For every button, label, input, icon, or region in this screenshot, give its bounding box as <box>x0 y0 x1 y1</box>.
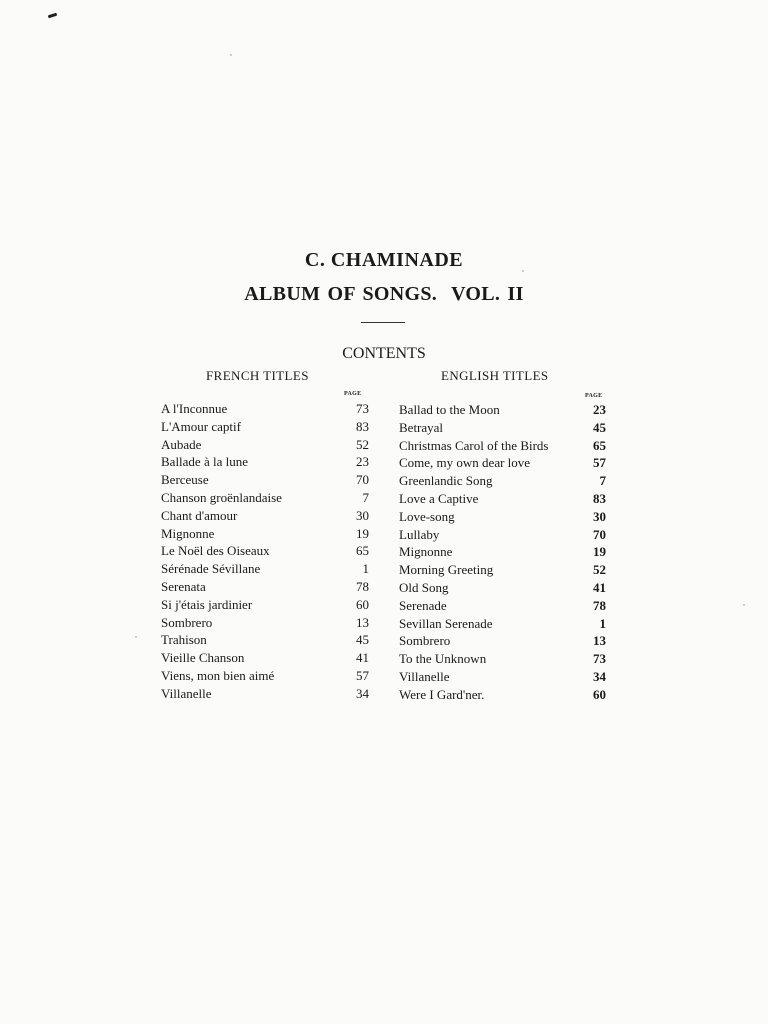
entry-title: Greenlandic Song <box>399 473 493 489</box>
entry-title: Trahison <box>161 632 207 648</box>
entry-page-number: 83 <box>356 418 369 434</box>
entry-title: Chant d'amour <box>161 507 238 523</box>
entry-page-number: 7 <box>599 473 606 489</box>
entry-title: Come, my own dear love <box>399 455 531 471</box>
contents-entry <box>161 631 369 649</box>
entry-page-number: 78 <box>593 597 606 613</box>
contents-entry <box>161 507 369 525</box>
contents-entry <box>399 615 606 633</box>
entry-title: Love a Captive <box>399 490 479 506</box>
entry-page-number: 57 <box>356 667 369 683</box>
contents-entry <box>399 543 606 561</box>
entry-page-number: 23 <box>593 402 606 417</box>
entry-page-number: 70 <box>593 526 606 542</box>
entry-page-number: 83 <box>593 490 606 506</box>
contents-entry <box>161 525 369 543</box>
entry-title: Love-song <box>399 508 455 524</box>
contents-entry <box>161 418 369 436</box>
contents-entry <box>161 436 369 454</box>
entry-page-number: 73 <box>356 401 369 416</box>
contents-entry <box>399 579 606 597</box>
entry-page-number: 41 <box>593 579 606 595</box>
entry-title: Sombrero <box>399 633 451 649</box>
entry-title: Si j'étais jardinier <box>161 596 253 612</box>
scan-speck <box>230 54 232 56</box>
entry-page-number: 78 <box>356 578 369 594</box>
contents-entry <box>161 685 369 703</box>
entry-page-number: 65 <box>593 437 606 453</box>
entry-page-number: 41 <box>356 650 369 666</box>
entry-title: Christmas Carol of the Birds <box>399 437 549 453</box>
entry-page-number: 34 <box>593 668 606 684</box>
contents-entry <box>399 437 606 455</box>
entry-title: Aubade <box>161 436 202 452</box>
contents-entry <box>161 489 369 507</box>
divider-rule <box>361 322 405 323</box>
entry-title: Chanson groënlandaise <box>161 489 282 505</box>
entry-page-number: 65 <box>356 543 369 559</box>
entry-title: Sérénade Sévillane <box>161 561 261 577</box>
contents-entry <box>399 472 606 490</box>
contents-entry <box>399 508 606 526</box>
entry-page-number: 1 <box>362 561 369 577</box>
album-name: ALBUM OF SONGS. <box>244 283 438 305</box>
entry-page-number: 57 <box>593 455 606 471</box>
entry-page-number: 30 <box>356 507 369 523</box>
entry-title: A l'Inconnue <box>161 401 228 416</box>
contents-entry <box>161 542 369 560</box>
entry-page-number: 45 <box>356 632 369 648</box>
contents-heading: CONTENTS <box>342 345 426 362</box>
contents-entry <box>399 686 606 704</box>
contents-entry <box>161 614 369 632</box>
entry-page-number: 52 <box>593 562 606 578</box>
entry-page-number: 23 <box>356 454 369 470</box>
english-titles-list <box>399 401 606 704</box>
contents-entry <box>161 560 369 578</box>
volume-label: VOL. II <box>451 283 524 305</box>
entry-title: Viens, mon bien aimé <box>161 667 275 683</box>
entry-page-number: 13 <box>593 633 606 649</box>
entry-title: Were I Gard'ner. <box>399 686 485 702</box>
contents-entry <box>399 490 606 508</box>
contents-entry <box>399 526 606 544</box>
entry-page-number: 70 <box>356 472 369 488</box>
contents-entry <box>161 649 369 667</box>
entry-page-number: 19 <box>356 525 369 541</box>
entry-title: Le Noël des Oiseaux <box>161 543 270 559</box>
english-page-column-label: PAGE <box>585 393 603 399</box>
contents-entry <box>161 471 369 489</box>
french-titles-heading: FRENCH TITLES <box>206 368 309 383</box>
scan-mark <box>48 13 57 19</box>
contents-entry <box>399 419 606 437</box>
contents-entry <box>399 632 606 650</box>
entry-title: Mignonne <box>161 525 215 541</box>
entry-page-number: 60 <box>356 596 369 612</box>
entry-title: Berceuse <box>161 472 209 488</box>
entry-page-number: 52 <box>356 436 369 452</box>
contents-entry <box>161 400 369 418</box>
entry-title: L'Amour captif <box>161 418 241 434</box>
entry-page-number: 30 <box>593 508 606 524</box>
contents-entry <box>161 596 369 614</box>
entry-title: Serenade <box>399 597 447 613</box>
contents-entry <box>399 650 606 668</box>
entry-title: Morning Greeting <box>399 562 494 578</box>
entry-title: Ballad to the Moon <box>399 402 500 417</box>
entry-title: Serenata <box>161 578 206 594</box>
entry-title: Mignonne <box>399 544 453 560</box>
entry-page-number: 7 <box>362 489 369 505</box>
entry-title: Lullaby <box>399 526 440 542</box>
entry-title: Vieille Chanson <box>161 650 245 666</box>
entry-title: Old Song <box>399 579 449 595</box>
scan-speck <box>743 604 745 606</box>
contents-entry <box>399 401 606 419</box>
composer-title: C. CHAMINADE <box>304 249 464 271</box>
french-page-column-label: PAGE <box>344 391 362 397</box>
french-titles-list <box>161 400 369 703</box>
entry-title: Betrayal <box>399 419 444 435</box>
entry-title: To the Unknown <box>399 651 487 667</box>
contents-entry <box>399 668 606 686</box>
entry-page-number: 60 <box>593 686 606 702</box>
contents-entry <box>399 454 606 472</box>
entry-page-number: 45 <box>593 419 606 435</box>
entry-title: Ballade à la lune <box>161 454 248 470</box>
entry-page-number: 34 <box>356 685 369 701</box>
contents-entry <box>161 667 369 685</box>
entry-title: Villanelle <box>161 685 212 701</box>
entry-page-number: 13 <box>356 614 369 630</box>
album-subtitle <box>0 282 768 306</box>
entry-title: Villanelle <box>399 668 450 684</box>
entry-page-number: 73 <box>593 651 606 667</box>
entry-page-number: 1 <box>599 615 606 631</box>
entry-title: Sombrero <box>161 614 213 630</box>
contents-entry <box>399 561 606 579</box>
entry-page-number: 19 <box>593 544 606 560</box>
english-titles-heading: ENGLISH TITLES <box>441 368 549 383</box>
scan-speck <box>135 636 137 638</box>
contents-entry <box>161 453 369 471</box>
entry-title: Sevillan Serenade <box>399 615 493 631</box>
contents-entry <box>399 597 606 615</box>
contents-entry <box>161 578 369 596</box>
